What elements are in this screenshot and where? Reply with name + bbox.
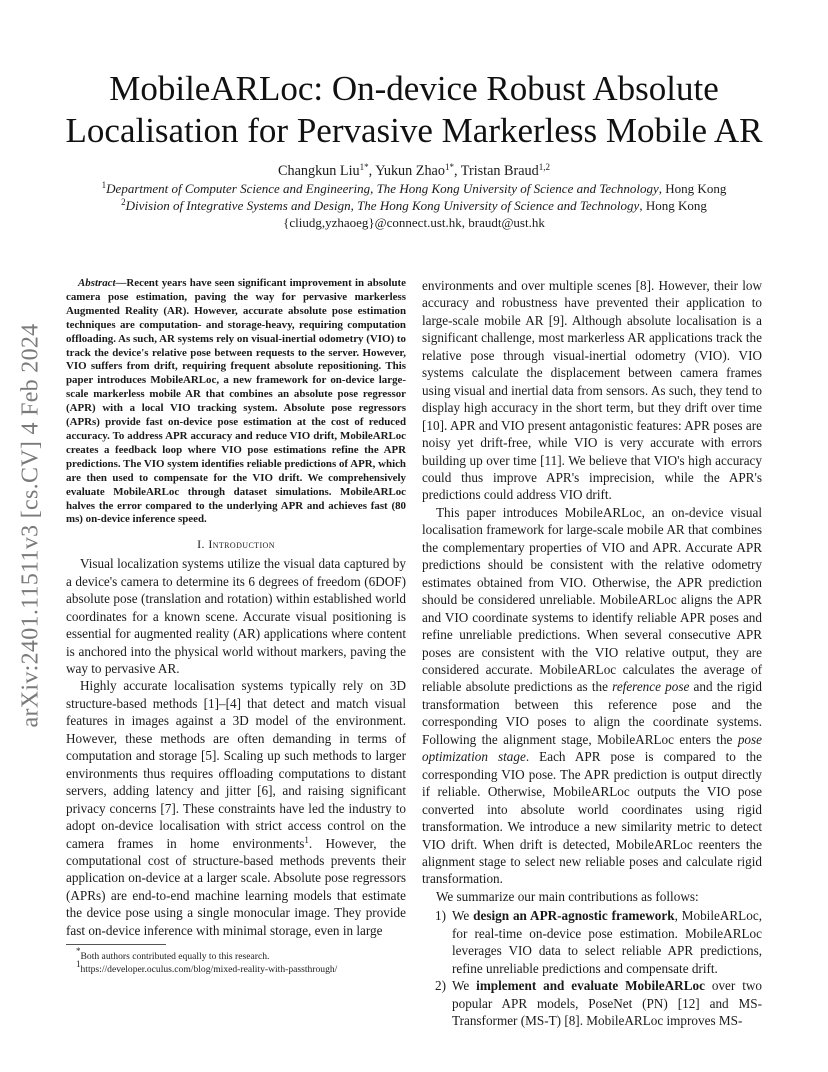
abstract — [66, 277, 406, 527]
intro-paragraph-1: Visual localization systems utilize the visual data captured by a device's camera to determine its 6 degrees of freedom (6DOF) absolute pose (translation and rotation) within established world coordinates for a known scene. Accurate visual positioning is essential for augmented reality (AR) applications where content is anchored into the physical world without markers, paving the way to pervasive AR. — [66, 556, 406, 677]
section-heading — [66, 536, 406, 552]
emphasis-reference-pose: reference pose — [612, 679, 690, 695]
arxiv-identifier-stamp — [14, 290, 48, 760]
contribution-highlight: implement and evaluate MobileARLoc — [476, 978, 705, 994]
contribution-number: 1) — [435, 908, 446, 924]
author-affiliation-mark: 1,2 — [538, 162, 550, 172]
affiliation-location: , Hong Kong — [658, 181, 727, 196]
left-column — [66, 277, 406, 939]
section-title: Introduction — [208, 537, 275, 552]
footnote-equal-contribution — [66, 946, 406, 963]
author-affiliation-mark: 1* — [359, 162, 369, 172]
footnote-mark: 1 — [76, 959, 81, 969]
contribution-highlight: design an APR-agnostic framework — [473, 908, 675, 924]
affiliation-1 — [40, 180, 788, 197]
contribution-body: over two popular APR models, PoseNet (PN) [12] and MS-Transformer (MS-T) [8]. MobileARLoc improves MS- — [452, 978, 762, 1029]
paragraph-text: . However, the computational cost of structure-based methods prevents their application on-device at a larger scale. Absolute pose regressors (APRs) are end-to-end machine learning models that estimate the device pose using a single monocular image. They provide fast on-device inference with minimal storage, even in large — [66, 835, 406, 938]
affiliation-mark: 2 — [121, 197, 126, 207]
author-name: Yukun Zhao — [375, 163, 445, 179]
footnote-divider — [66, 944, 166, 945]
contribution-text — [452, 977, 762, 1029]
author-name: Changkun Liu — [278, 163, 360, 179]
author-emails: {cliudg,yzhaoeg}@connect.ust.hk, braudt@ust.hk — [283, 215, 545, 230]
affiliation-name: Division of Integrative Systems and Design, The Hong Kong University of Science and Technology — [125, 198, 640, 213]
intro-paragraph-3: environments and over multiple scenes [8]. However, their low accuracy and robustness have prevented their application to large-scale mobile AR [9]. Although absolute localisation is a significant challenge, most markerless AR applications track the relative pose through visual-inertial odometry (VIO). VIO systems calculate the displacement between camera frames using visual and inertial data from sensors. As such, they tend to display high accuracy in the short term, but they drift over time [10]. APR and VIO present antagonistic features: APR poses are noisy yet drift-free, while VIO is very accurate with errors building up over time [11]. We believe that VIO's high accuracy could thus improve APR's imprecision, while the APR's predictions could address VIO drift. — [422, 278, 762, 503]
paper-title — [60, 68, 768, 152]
footnote-url — [66, 959, 406, 976]
contribution-item — [422, 907, 762, 977]
affiliation-name: Department of Computer Science and Engineering, The Hong Kong University of Science and Technology — [106, 181, 659, 196]
footnotes — [66, 944, 406, 976]
footnote-mark: * — [76, 946, 81, 956]
contributions-intro: We summarize our main contributions as follows: — [436, 888, 699, 904]
author-affiliation-mark: 1* — [444, 162, 454, 172]
paragraph-text: and the rigid transformation between this reference pose and the corresponding VIO poses to align the coordinate systems. Following the alignment stage, MobileARLoc enters the — [422, 679, 763, 747]
footnote-reference: 1 — [304, 834, 309, 845]
section-number: I. — [197, 537, 205, 552]
intro-paragraph-2 — [66, 677, 406, 939]
title-line-2: Localisation for Pervasive Markerless Mobile AR — [65, 111, 763, 150]
contributions-list — [422, 907, 762, 1029]
abstract-label: Abstract — [78, 277, 116, 289]
right-column — [422, 277, 762, 1029]
paragraph-text: This paper introduces MobileARLoc, an on-device visual localisation framework for large-scale mobile AR that combines the complementary properties of VIO and APR. Accurate APR predictions should be consistent with the relative odometry estimates obtained from VIO. Otherwise, the APR prediction should be considered unreliable. MobileARLoc aligns the APR and VIO coordinate systems to identify reliable APR poses and refine unreliable predictions. When several consecutive APR poses are consistent with the VIO relative output, they are considered accurate. MobileARLoc calculates the average of reliable absolute predictions as the — [422, 504, 762, 695]
contribution-prefix: We — [452, 908, 474, 924]
affiliation-location: , Hong Kong — [639, 198, 707, 213]
paragraph-text: . Each APR pose is compared to the corresponding VIO pose. The APR prediction is output directly if reliable. Otherwise, MobileARLoc outputs the VIO pose converted into absolute world coordinates using rigid transformation. We introduce a new similarity metric to detect VIO drift. When drift is detected, MobileARLoc reenters the alignment stage to select new reliable poses and calculate rigid transformation. — [422, 749, 763, 887]
arxiv-identifier-text: arXiv:2401.11511v3 [cs.CV] 4 Feb 2024 — [17, 323, 44, 727]
contribution-text — [452, 907, 762, 977]
intro-paragraph-4 — [422, 504, 762, 888]
author-name: Tristan Braud — [460, 163, 539, 179]
footnote-text: Both authors contributed equally to this research. — [80, 951, 270, 962]
abstract-text: —Recent years have seen significant improvement in absolute camera pose estimation, paving the way for pervasive markerless Augmented Reality (AR). However, accurate absolute pose estimation techniques are computation- and storage-heavy, requiring computation offloading. As such, AR systems rely on visual-inertial odometry (VIO) to track the device's relative pose between requests to the server. However, VIO suffers from drift, requiring frequent absolute repositioning. This paper introduces MobileARLoc, a new framework for on-device large-scale markerless mobile AR that combines an absolute pose regressor (APR) with a local VIO tracking system. Absolute pose regressors (APRs) provide fast on-device pose estimation at the cost of reduced accuracy. To address APR accuracy and reduce VIO drift, MobileARLoc creates a feedback loop where VIO pose estimations refine the APR predictions. The VIO system identifies reliable predictions of APR, which are then used to compensate for the VIO drift. We comprehensively evaluate MobileARLoc through dataset simulations. MobileARLoc halves the error compared to the underlying APR and achieves fast (80 ms) on-device inference speed. — [66, 277, 406, 526]
affiliation-mark: 1 — [101, 180, 107, 190]
paragraph-text: Highly accurate localisation systems typically rely on 3D structure-based methods [1]–[4] that detect and match visual features in images against a 3D model of the environment. However, these methods are often demanding in terms of computation and storage [5]. Scaling up such methods to larger environments thus requires offloading computations to distant servers, adding latency and jitter [6], and raising significant privacy concerns [7]. These constraints have led the industry to adopt on-device localisation with strict access control on the camera frames in home environments — [66, 678, 406, 851]
affiliation-2 — [40, 197, 788, 214]
contribution-number: 2) — [435, 978, 446, 994]
emphasis-pose-optimization-stage: pose optimization stage — [422, 731, 762, 765]
contribution-prefix: We — [452, 978, 477, 994]
title-line-1: MobileARLoc: On-device Robust Absolute — [109, 69, 719, 108]
author-list: Changkun Liu$^{1*}$, Yukun Zhao$^{1*}$, Tristan Braud$^{1,2}$ — [278, 162, 550, 179]
contribution-item — [422, 977, 762, 1029]
footnote-text: https://developer.oculus.com/blog/mixed-reality-with-passthrough/ — [80, 964, 338, 975]
contribution-body: , MobileARLoc, for real-time on-device pose estimation. MobileARLoc leverages VIO data to select reliable APR predictions, refine unreliable predictions and compensate drift. — [452, 908, 762, 976]
